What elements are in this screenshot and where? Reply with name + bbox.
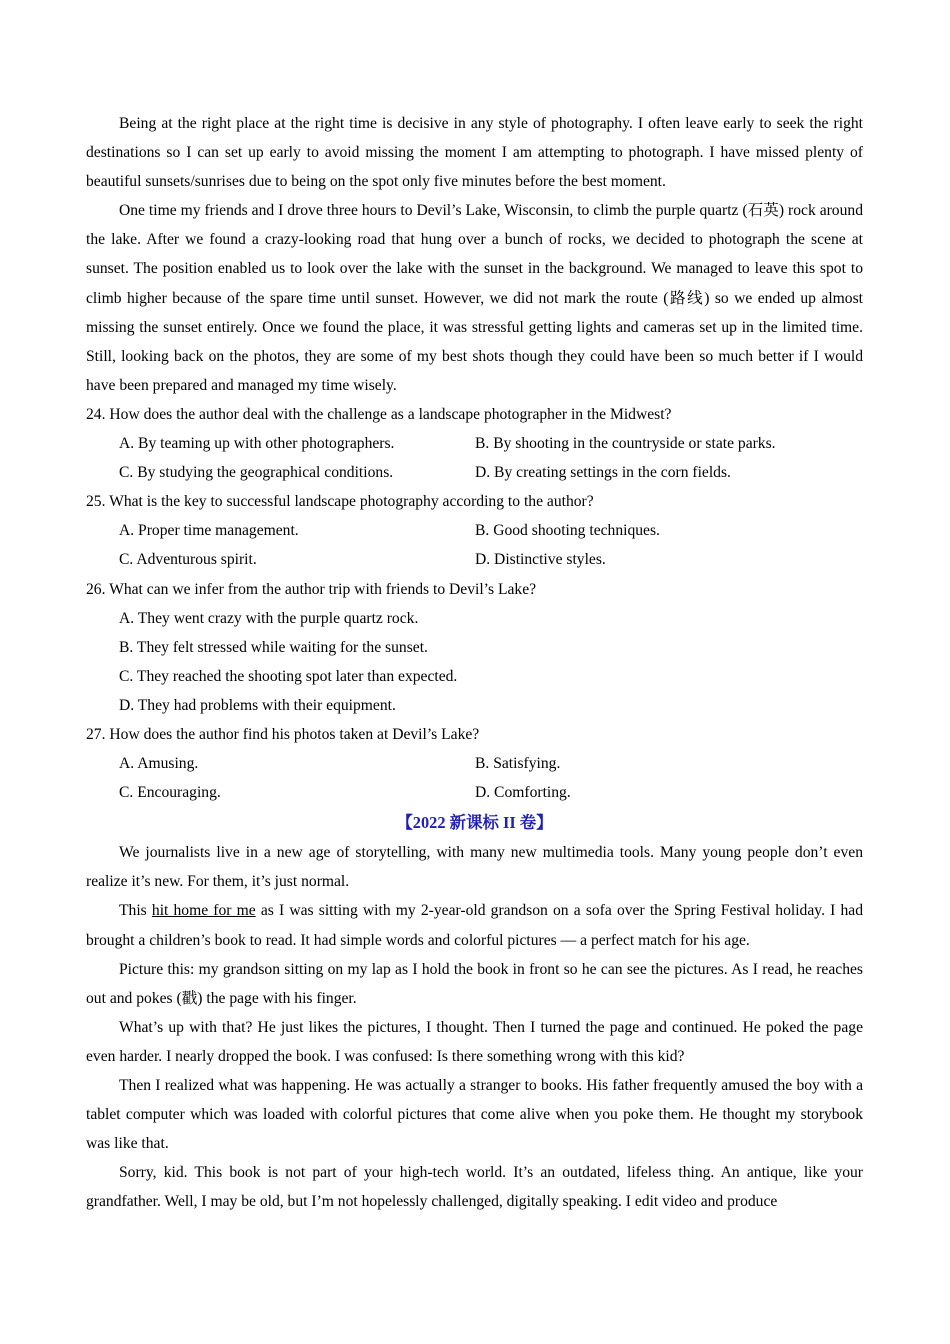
question-27-option-c: C. Encouraging. [119, 784, 221, 802]
passage2-paragraph-6: Sorry, kid. This book is not part of your high-tech world. It’s an outdated, lifeless thing. An antique, like your grandfather. Well, I may be old, but I’m not hopelessly challenged, digitally speaking. I edit video and produce [86, 1164, 863, 1211]
question-25-stem: 25. What is the key to successful landscape photography according to the author? [86, 493, 594, 511]
passage1-paragraph-1: Being at the right place at the right time is decisive in any style of photography. I often leave early to seek the right destinations so I can set up early to avoid missing the moment I am attempting to photograph. I have missed plenty of beautiful sunsets/sunrises due to being on the spot only five minutes before the best moment. [86, 115, 863, 191]
question-27-option-a: A. Amusing. [119, 755, 199, 773]
passage2-paragraph-2-rest: as I was sitting with my 2-year-old grandson on a sofa over the Spring Festival holiday. I had brought a children’s book to read. It had simple words and colorful pictures — a perfect match for his age. [86, 902, 863, 949]
question-25-option-a: A. Proper time management. [119, 522, 299, 540]
question-26-option-d: D. They had problems with their equipment. [119, 696, 396, 714]
question-24-options-row-1 [86, 429, 863, 458]
passage1-paragraph-2: One time my friends and I drove three hours to Devil’s Lake, Wisconsin, to climb the purple quartz (石英) rock around the lake. After we found a crazy-looking road that hung over a bunch of rocks, we decided to photograph the scene at sunset. The position enabled us to look over the lake with the sunset in the background. We managed to leave this spot to climb higher because of the spare time until sunset. However, we did not mark the route (路线) so we ended up almost missing the sunset entirely. Once we found the place, it was stressful getting lights and cameras set up in the limited time. Still, looking back on the photos, they are some of my best shots though they could have been so much better if I would have been prepared and managed my time wisely. [86, 202, 863, 394]
question-25-options-row-2 [86, 545, 863, 574]
section-title: 【2022 新课标 II 卷】 [396, 813, 553, 833]
question-27-options-row-1 [86, 749, 863, 778]
passage2-paragraph-4: What’s up with that? He just likes the pictures, I thought. Then I turned the page and continued. He poked the page even harder. I nearly dropped the book. I was confused: Is there something wrong with this kid? [86, 1018, 863, 1065]
question-24-option-c: C. By studying the geographical conditions. [119, 464, 394, 482]
question-27-stem: 27. How does the author find his photos taken at Devil’s Lake? [86, 725, 480, 743]
question-24-stem: 24. How does the author deal with the challenge as a landscape photographer in the Midwest? [86, 405, 672, 423]
question-24-options-row-2 [86, 458, 863, 487]
question-24-option-b: B. By shooting in the countryside or state parks. [475, 435, 776, 453]
question-24-option-a: A. By teaming up with other photographers. [119, 435, 395, 453]
question-26-option-b: B. They felt stressed while waiting for the sunset. [119, 638, 428, 656]
question-25-options-row-1 [86, 516, 863, 545]
passage2-paragraph-3: Picture this: my grandson sitting on my lap as I hold the book in front so he can see the pictures. As I read, he reaches out and pokes (戳) the page with his finger. [86, 960, 863, 1007]
document-page [86, 109, 863, 1216]
question-24-option-d: D. By creating settings in the corn fields. [475, 464, 731, 482]
question-25-option-d: D. Distinctive styles. [475, 551, 606, 569]
passage2-paragraph-1: We journalists live in a new age of storytelling, with many new multimedia tools. Many young people don’t even realize it’s new. For them, it’s just normal. [86, 844, 863, 891]
question-27-option-d: D. Comforting. [475, 784, 571, 802]
question-26-option-c: C. They reached the shooting spot later than expected. [119, 667, 458, 685]
passage2-paragraph-5: Then I realized what was happening. He was actually a stranger to books. His father frequently amused the boy with a tablet computer which was loaded with colorful pictures that come alive when you poke them. He thought my storybook was like that. [86, 1077, 863, 1153]
question-25-option-c: C. Adventurous spirit. [119, 551, 257, 569]
question-25-option-b: B. Good shooting techniques. [475, 522, 660, 540]
question-27-option-b: B. Satisfying. [475, 755, 561, 773]
question-26-stem: 26. What can we infer from the author trip with friends to Devil’s Lake? [86, 580, 537, 598]
question-27-options-row-2 [86, 778, 863, 807]
question-26-option-a: A. They went crazy with the purple quartz rock. [119, 609, 419, 627]
underlined-phrase: hit home for me [151, 902, 256, 920]
passage2-paragraph-2 [86, 896, 863, 954]
passage2-paragraph-2-lead: This [119, 902, 152, 920]
